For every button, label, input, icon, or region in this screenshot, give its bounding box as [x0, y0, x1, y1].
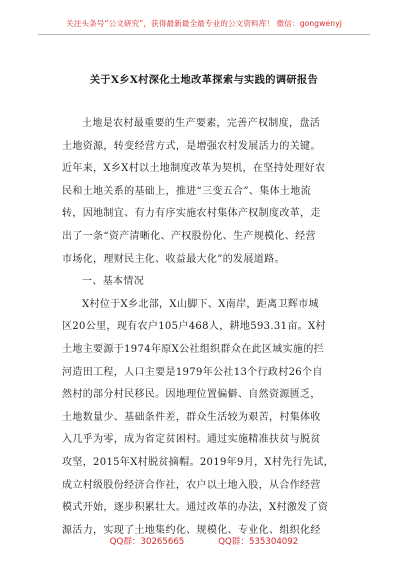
- body-line: 土地数量少、基础条件差，群众生活较为艰苦，村集体收: [62, 411, 321, 423]
- body-line: 土地主要源于1974年原X公社组织群众在此区域实施的拦: [62, 343, 325, 355]
- footer-qq-group-1: QQ群：30265665: [109, 537, 185, 547]
- body-line: 攻坚，2015年X村脱贫摘帽。2019年9月，X村先行先试，: [62, 456, 334, 468]
- header-divider: [38, 34, 370, 35]
- body-line: 民和土地关系的基础上，推进“三变五合”、集体土地流: [62, 185, 311, 197]
- body-line: 市场化，理财民主化、收益最大化”的发展道路。: [62, 253, 285, 265]
- document-body: [62, 113, 350, 542]
- document-title: 关于X乡X村深化土地改革探索与实践的调研报告: [89, 74, 319, 86]
- footer-qq-group-2: QQ群：535304092: [218, 537, 299, 547]
- section-heading: 一、基本情况: [82, 276, 145, 288]
- body-line: 入几乎为零，成为省定贫困村。通过实施精准扶贫与脱贫: [62, 434, 321, 446]
- body-line: 出了一条“资产清晰化、产权股份化、生产规模化、经营: [62, 230, 316, 242]
- body-line: 转，因地制宜、有力有序实施农村集体产权制度改革，走: [62, 208, 321, 220]
- body-line: 区20公里，现有农户105户468人，耕地593.31亩。X村: [62, 321, 326, 333]
- body-line: 土地是农村最重要的生产要素，完善产权制度，盘活: [82, 118, 321, 129]
- body-line: 源活力，实现了土地集约化、规模化、专业化、组织化经: [62, 524, 321, 536]
- body-line: 模式开始，逐步积累壮大。通过改革的办法，X村激发了资: [62, 502, 329, 514]
- header-promo-text: 关注头条号“公文研究”，获得最新最全最专业的公文资料库！ 微信：gongwenyj: [66, 19, 342, 28]
- body-line: X村位于X乡北部，X山脚下、X南岸，距离卫辉市城: [82, 298, 319, 310]
- body-line: 然村的部分村民移民。因地理位置偏僻、自然资源匮乏，: [62, 389, 321, 401]
- body-line: 土地资源，转变经营方式，是增强农村发展活力的关键。: [62, 140, 321, 152]
- body-line: 河造田工程，人口主要是1979年公社13个行政村26个自: [62, 366, 323, 378]
- footer-qq-groups: [0, 535, 408, 547]
- body-line: 成立村级股份经济合作社，农户以土地入股，从合作经营: [62, 479, 321, 491]
- body-line: 近年来，X乡X村以土地制度改革为契机，在坚持处理好农: [62, 163, 326, 175]
